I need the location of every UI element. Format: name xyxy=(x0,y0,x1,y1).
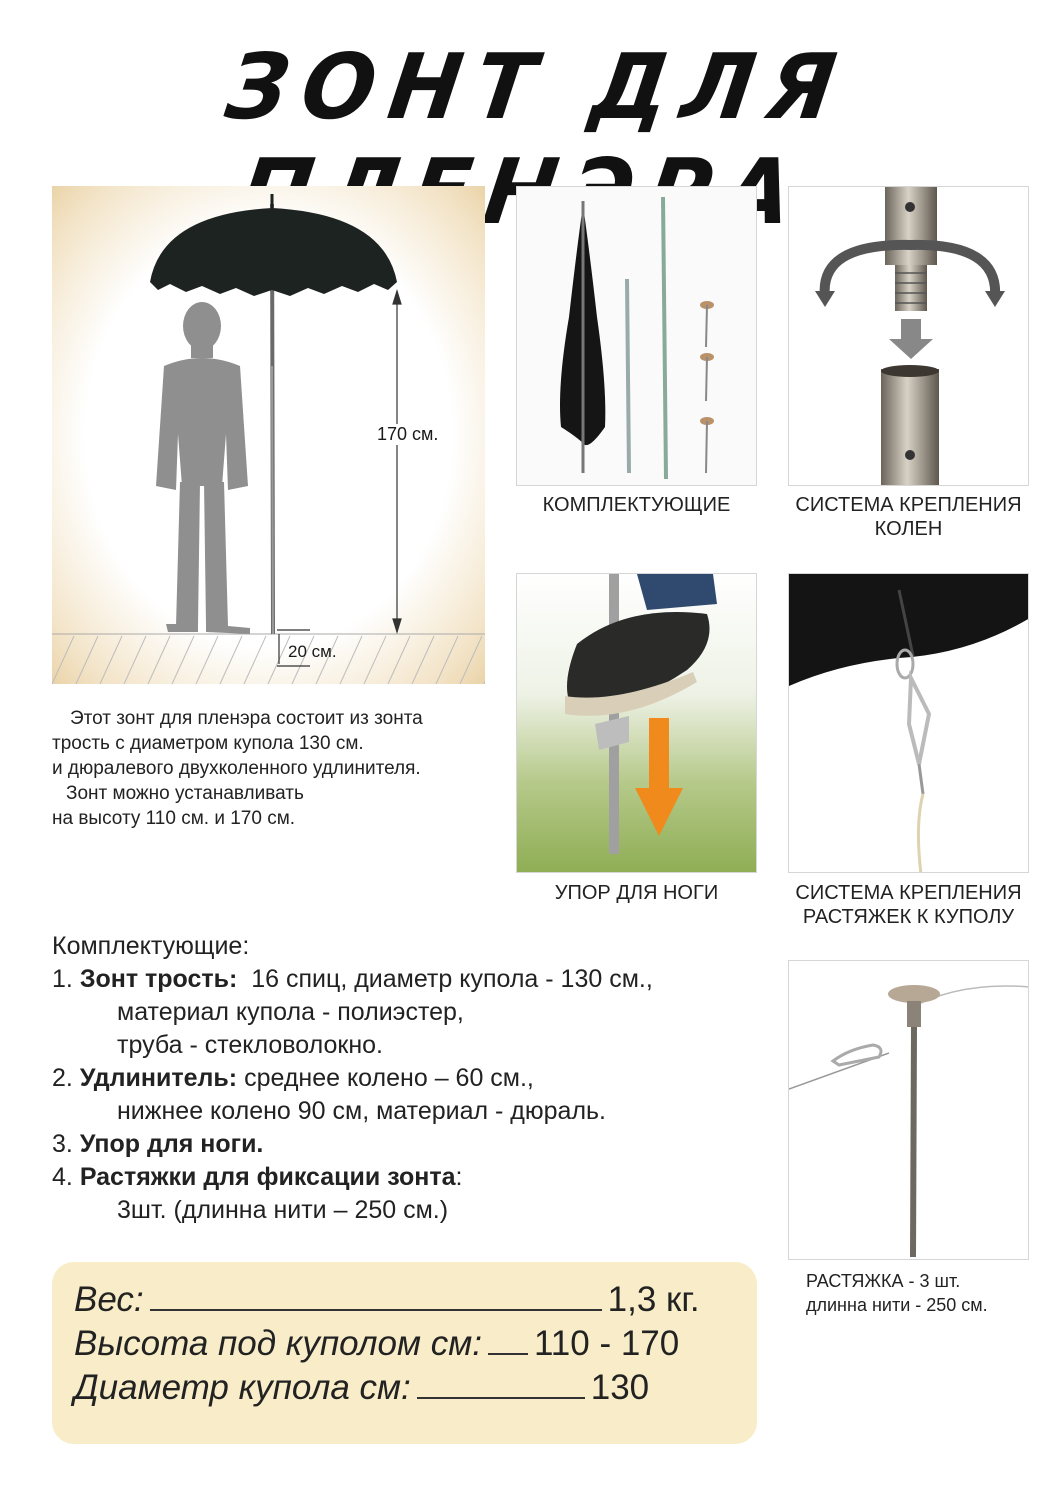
item-colon: : xyxy=(455,1163,463,1191)
item-number: 3. xyxy=(52,1130,73,1158)
kit-list xyxy=(52,930,782,1227)
foot-rest-photo xyxy=(516,573,757,873)
person-silhouette xyxy=(156,302,250,634)
kit-item-guy-lines xyxy=(52,1161,782,1194)
down-arrow-icon xyxy=(635,718,683,836)
description-line: и дюралевого двухколенного удлинителя. xyxy=(52,758,421,779)
kit-item-umbrella xyxy=(52,963,782,996)
spec-label: Диаметр купола см: xyxy=(74,1368,411,1407)
umbrella-height-illustration xyxy=(52,186,485,684)
spec-weight xyxy=(74,1278,735,1322)
spec-value: 130 xyxy=(590,1368,650,1407)
guy-caption-line1: СИСТЕМА КРЕПЛЕНИЯ xyxy=(795,882,1022,904)
description-text xyxy=(52,706,502,831)
joint-caption-line1: СИСТЕМА КРЕПЛЕНИЯ xyxy=(795,494,1022,516)
kit-item-line: нижнее колено 90 см, материал - дюраль. xyxy=(117,1097,607,1125)
guy-line-attachment-photo xyxy=(788,573,1029,873)
fill-line xyxy=(150,1279,602,1311)
specs-box xyxy=(52,1262,757,1444)
item-name: Удлинитель: xyxy=(79,1064,238,1092)
ground-depth-label: 20 см. xyxy=(288,642,337,661)
guy-caption-line2: РАСТЯЖЕК К КУПОЛУ xyxy=(802,906,1015,928)
item-text: 16 спиц, диаметр купола - 130 см., xyxy=(251,965,653,993)
height-label: 170 см. xyxy=(377,424,439,444)
description-line: Зонт можно устанавливать xyxy=(66,783,304,804)
spec-diameter xyxy=(74,1366,735,1410)
spec-height xyxy=(74,1322,735,1366)
description-line: Этот зонт для пленэра состоит из зонта xyxy=(70,708,423,729)
kit-item-line: материал купола - полиэстер, xyxy=(117,998,464,1026)
umbrella-canopy xyxy=(150,208,397,296)
spec-label: Вес: xyxy=(74,1280,144,1319)
stake-caption-line2: длинна нити - 250 см. xyxy=(806,1295,988,1315)
spec-value: 110 - 170 xyxy=(533,1324,680,1363)
joint-system-photo xyxy=(788,186,1029,486)
joint-system-caption xyxy=(778,493,1039,541)
item-name: Растяжки для фиксации зонта xyxy=(79,1163,456,1191)
fill-line xyxy=(488,1323,528,1355)
description-line: трость с диаметром купола 130 см. xyxy=(52,733,364,754)
components-photo xyxy=(516,186,757,486)
kit-heading: Комплектующие: xyxy=(52,932,250,960)
stake-caption xyxy=(806,1269,1046,1317)
spec-label: Высота под куполом см: xyxy=(74,1324,482,1363)
guy-line-caption xyxy=(778,881,1039,929)
kit-item-line: труба - стекловолокно. xyxy=(117,1031,384,1059)
item-text: среднее колено – 60 см., xyxy=(244,1064,534,1092)
item-number: 4. xyxy=(52,1163,73,1191)
item-name: Зонт трость: xyxy=(79,965,238,993)
kit-item-extension xyxy=(52,1062,782,1095)
ground-hatch xyxy=(52,634,485,684)
description-line: на высоту 110 см. и 170 см. xyxy=(52,808,296,829)
stake-caption-line1: РАСТЯЖКА - 3 шт. xyxy=(806,1271,961,1291)
item-number: 2. xyxy=(52,1064,73,1092)
kit-item-line: 3шт. (длинна нити – 250 см.) xyxy=(117,1196,449,1224)
stake-photo xyxy=(788,960,1029,1260)
fill-line xyxy=(417,1367,585,1399)
kit-item-foot-rest xyxy=(52,1128,782,1161)
components-caption: КОМПЛЕКТУЮЩИЕ xyxy=(542,494,731,516)
joint-caption-line2: КОЛЕН xyxy=(874,518,943,540)
foot-rest-caption: УПОР ДЛЯ НОГИ xyxy=(554,882,719,904)
item-number: 1. xyxy=(52,965,73,993)
page-title: ЗОНТ ДЛЯ xyxy=(219,35,856,141)
item-name: Упор для ноги. xyxy=(79,1130,264,1158)
spec-value: 1,3 кг. xyxy=(607,1280,700,1319)
height-dimension xyxy=(277,291,401,666)
